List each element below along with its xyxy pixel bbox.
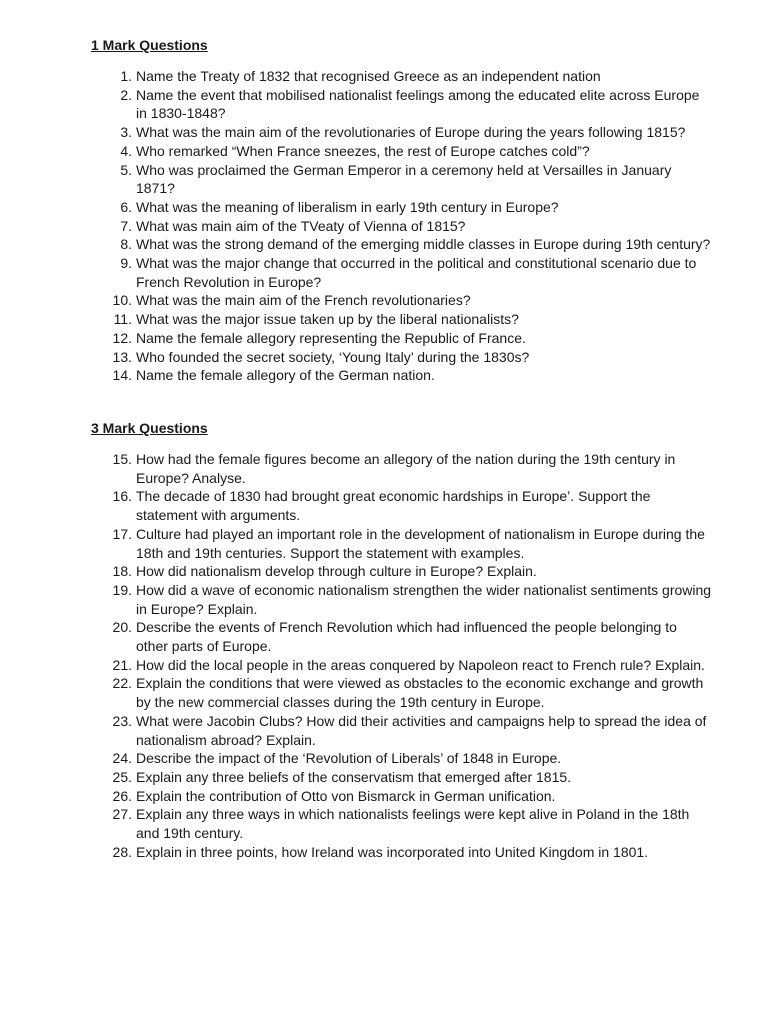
question-item [112,329,712,348]
question-item [112,805,712,842]
question-text: Name the female allegory of the German nation. [136,367,435,384]
question-item [112,656,712,675]
question-number: 22. [112,675,132,692]
question-text: Describe the events of French Revolution which had influenced the people belonging to other parts of Europe. [136,619,677,655]
question-item [112,161,712,198]
question-text: Describe the impact of the ‘Revolution of Liberals’ of 1848 in Europe. [136,750,562,767]
question-item [112,787,712,806]
question-text: Explain any three ways in which nationalists feelings were kept alive in Poland in the 18th and 19th century. [136,806,690,842]
question-item [112,749,712,768]
question-number: 6. [120,198,132,215]
question-text: Name the female allegory representing the Republic of France. [136,329,526,346]
question-item [112,450,712,487]
question-number: 5. [120,161,132,178]
question-number: 25. [112,768,132,785]
question-number: 8. [120,236,132,253]
question-number: 24. [112,750,132,767]
question-number: 21. [112,656,132,673]
question-text: Who was proclaimed the German Emperor in a ceremony held at Versailles in January 1871? [136,161,672,197]
question-item [112,348,712,367]
question-text: Explain the conditions that were viewed as obstacles to the economic exchange and growth by the new commercial classes during the 19th century in Europe. [136,675,704,711]
question-text: Who remarked “When France sneezes, the rest of Europe catches cold”? [136,142,590,159]
question-text: What was the meaning of liberalism in early 19th century in Europe? [136,198,559,215]
question-item [112,217,712,236]
section-heading-3-mark: 3 Mark Questions [91,420,208,436]
question-number: 18. [112,563,132,580]
question-item [112,674,712,711]
question-number: 1. [120,68,132,84]
question-text: How did the local people in the areas conquered by Napoleon react to French rule? Explain. [136,656,705,673]
question-number: 16. [112,488,132,505]
question-item [112,618,712,655]
question-number: 13. [112,348,132,365]
section-heading-1-mark: 1 Mark Questions [91,37,208,53]
question-text: How had the female figures become an allegory of the nation during the 19th century in Europe? Analyse. [136,451,676,486]
question-number: 2. [120,86,132,103]
question-number: 27. [112,806,132,823]
question-number: 4. [120,142,132,159]
question-item [112,123,712,142]
question-text: Name the event that mobilised nationalist feelings among the educated elite across Europe in 1830-1848? [136,86,700,122]
question-number: 9. [120,255,132,272]
question-item [112,198,712,217]
question-item [112,487,712,524]
question-item [112,843,712,862]
question-item [112,310,712,329]
question-text: What was the main aim of the revolutionaries of Europe during the years following 1815? [136,124,686,141]
question-text: What were Jacobin Clubs? How did their activities and campaigns help to spread the idea of nationalism abroad? Explain. [136,712,707,748]
question-list-3-mark [112,450,712,861]
question-item [112,366,712,385]
question-number: 10. [112,292,132,309]
question-item [112,291,712,310]
question-item [112,235,712,254]
question-text: Explain any three beliefs of the conservatism that emerged after 1815. [136,768,572,785]
question-text: What was the major change that occurred in the political and constitutional scenario due to French Revolution in Europe? [136,255,697,290]
question-item [112,142,712,161]
question-item [112,712,712,749]
question-number: 26. [112,787,132,804]
question-item [112,86,712,123]
question-list-1-mark [112,67,712,385]
question-number: 20. [112,619,132,636]
question-item [112,254,712,291]
question-item [112,562,712,581]
question-number: 7. [120,217,132,234]
question-number: 28. [112,843,132,860]
question-number: 11. [113,311,132,328]
question-text: What was the strong demand of the emerging middle classes in Europe during 19th century? [136,236,711,253]
question-item [112,581,712,618]
question-text: Who founded the secret society, ‘Young Italy’ during the 1830s? [136,348,530,365]
question-text: Explain the contribution of Otto von Bismarck in German unification. [136,787,556,804]
question-number: 3. [120,124,132,141]
question-item [112,768,712,787]
question-number: 14. [112,367,132,384]
question-text: How did nationalism develop through culture in Europe? Explain. [136,563,537,580]
question-item [112,67,712,86]
question-text: Explain in three points, how Ireland was incorporated into United Kingdom in 1801. [136,843,649,860]
question-number: 12. [112,329,132,346]
question-text: What was the main aim of the French revolutionaries? [136,292,471,309]
question-number: 15. [112,451,132,467]
question-number: 17. [112,525,132,542]
question-text: How did a wave of economic nationalism strengthen the wider nationalist sentiments growing in Europe? Explain. [136,581,712,617]
question-item [112,525,712,562]
question-text: The decade of 1830 had brought great economic hardships in Europe’. Support the statement with arguments. [136,488,651,524]
question-text: What was the major issue taken up by the liberal nationalists? [136,311,519,328]
question-text: Culture had played an important role in the development of nationalism in Europe during the 18th and 19th centuries. Support the statement with examples. [136,525,705,561]
question-text: What was main aim of the TVeaty of Vienna of 1815? [136,217,466,234]
question-text: Name the Treaty of 1832 that recognised Greece as an independent nation [136,68,601,84]
question-number: 19. [112,581,132,598]
question-number: 23. [112,712,132,729]
